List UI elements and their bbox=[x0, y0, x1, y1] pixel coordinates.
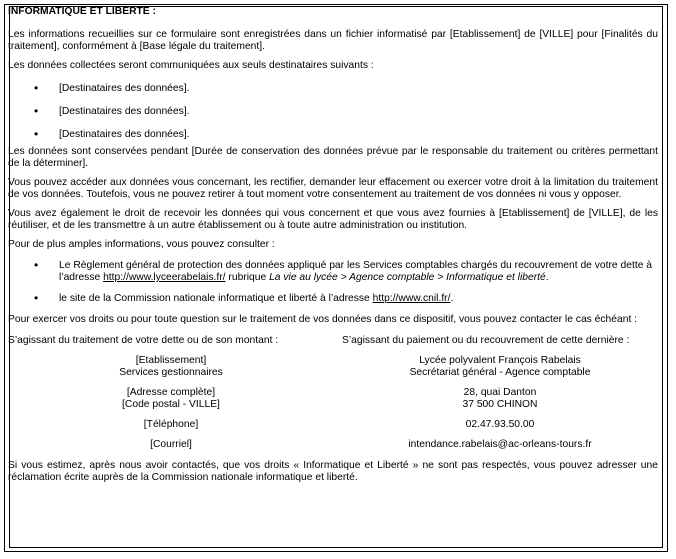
paragraph-complaint: Si vous estimez, après nous avoir contactés, que vos droits « Informatique et Liberté » ne sont pas respectés, vous pouvez adresser une réclamation écrite auprès de la Commission nationale informatique et liberté. bbox=[8, 460, 658, 483]
bullet-icon: • bbox=[34, 81, 39, 95]
contact-right-phone: 02.47.93.50.00 bbox=[465, 419, 535, 430]
cnil-website-link[interactable]: http://www.cnil.fr/ bbox=[372, 293, 451, 304]
section-title: INFORMATIQUE ET LIBERTE : bbox=[8, 6, 156, 17]
contact-left-column bbox=[8, 335, 342, 459]
list-item: • [Destinataires des données]. bbox=[34, 104, 190, 118]
bullet-icon: • bbox=[34, 291, 39, 305]
list-item: • [Destinataires des données]. bbox=[34, 81, 190, 95]
contact-left-org: [Etablissement] Services gestionnaires bbox=[119, 355, 223, 378]
bullet-icon: • bbox=[34, 258, 39, 272]
contacts-section bbox=[8, 335, 658, 459]
document-body bbox=[8, 6, 658, 491]
bullet-icon: • bbox=[34, 127, 39, 141]
paragraph-rights: Vous pouvez accéder aux données vous concernant, les rectifier, demander leur effacement ou exercer votre droit à la limitation du traitement de vos données. Toutefois, vous ne pouvez retirer à tout moment votre consentement au traitement de vos données ni vous y opposer. bbox=[8, 177, 658, 200]
info-links-list bbox=[8, 260, 658, 305]
bullet-icon: • bbox=[34, 104, 39, 118]
contact-right-address: 28, quai Danton 37 500 CHINON bbox=[462, 387, 538, 410]
paragraph-portability: Vous avez également le droit de recevoir les données qui vous concernent et que vous avez fournies à [Etablissement] de [VILLE], de les réutiliser, et de les transmettre à un autre établissement ou à toute autre administration ou institution. bbox=[8, 208, 658, 231]
contact-right-email[interactable]: intendance.rabelais@ac-orleans-tours.fr bbox=[408, 439, 592, 450]
list-item: • Le Règlement général de protection des données appliqué par les Services comptables chargés du recouvrement de votre dette à l’adresse http://www.lyceerabelais.fr/ rubrique La vie au lycée > Agence comptable > Informatique et liberté. bbox=[34, 258, 653, 283]
list-item: • le site de la Commission nationale informatique et liberté à l’adresse http://www.cnil.fr/. bbox=[34, 291, 454, 305]
contact-left-phone: [Téléphone] bbox=[143, 419, 199, 430]
contact-left-email: [Courriel] bbox=[150, 439, 192, 450]
contact-right-org: Lycée polyvalent François Rabelais Secrétariat général - Agence comptable bbox=[409, 355, 591, 378]
contact-left-address: [Adresse complète] [Code postal - VILLE] bbox=[122, 387, 220, 410]
lycee-website-link[interactable]: http://www.lyceerabelais.fr/ bbox=[103, 272, 226, 283]
contact-right-column bbox=[342, 335, 658, 459]
recipients-list bbox=[8, 83, 658, 141]
paragraph-contact-intro: Pour exercer vos droits ou pour toute question sur le traitement de vos données dans ce dispositif, vous pouvez contacter le cas échéant : bbox=[8, 314, 638, 325]
navigation-path: La vie au lycée > Agence comptable > Informatique et liberté bbox=[269, 272, 546, 283]
list-item: • [Destinataires des données]. bbox=[34, 127, 190, 141]
paragraph-retention: Les données sont conservées pendant [Durée de conservation des données prévue par le responsable du traitement ou critères permettant de la déterminer]. bbox=[8, 146, 658, 169]
contact-right-heading: S’agissant du paiement ou du recouvrement de cette dernière : bbox=[342, 335, 630, 346]
paragraph-recipients-intro: Les données collectées seront communiquées aux seuls destinataires suivants : bbox=[8, 60, 374, 71]
contact-left-heading: S’agissant du traitement de votre dette ou de son montant : bbox=[8, 335, 279, 346]
paragraph-purpose: Les informations recueillies sur ce formulaire sont enregistrées dans un fichier informatisé par [Etablissement] de [VILLE] pour [Finalités du traitement], conformément à [Base légale du traitement]. bbox=[8, 29, 658, 52]
paragraph-more-info: Pour de plus amples informations, vous pouvez consulter : bbox=[8, 239, 275, 250]
